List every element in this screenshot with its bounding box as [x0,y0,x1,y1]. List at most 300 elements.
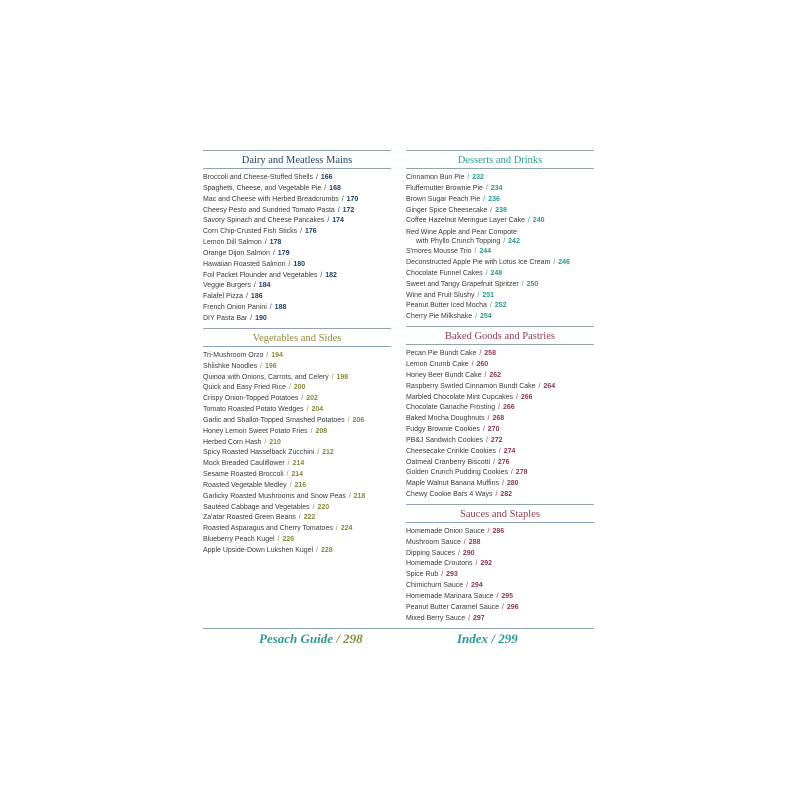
page-separator: / [481,195,488,203]
section-items [406,527,594,625]
recipe-name: Ginger Spice Cheesecake [406,206,488,214]
page-number: 216 [294,481,307,489]
page-separator: / [345,416,352,424]
page-number: 210 [269,438,281,446]
list-item[interactable] [203,173,391,184]
recipe-name: Fudgy Brownie Cookies [406,426,480,434]
page-number: 250 [526,280,539,288]
page-separator: / [501,238,508,246]
page-separator: / [483,269,490,277]
list-item[interactable] [406,382,594,393]
page-separator: / [496,404,502,412]
list-item[interactable] [406,447,594,458]
list-item[interactable] [406,228,594,246]
list-item[interactable] [203,383,391,394]
page-separator: / [485,527,492,535]
list-item[interactable] [406,425,594,436]
recipe-name: Hawaiian Roasted Salmon [203,260,286,268]
list-item[interactable] [406,301,594,312]
page-separator: / [258,362,264,370]
page-separator: / [488,206,495,214]
list-item[interactable] [203,292,391,303]
footer-page: 298 [343,631,363,646]
page-separator: / [314,174,320,181]
page-number: 288 [468,538,481,546]
recipe-name: Peanut Butter Iced Mocha [406,302,487,310]
list-item[interactable] [406,195,594,206]
recipe-name: Blueberry Peach Kugel [203,536,275,544]
list-item[interactable] [203,314,391,325]
section-items [406,173,594,323]
page-separator: / [304,406,311,414]
section-desserts [406,150,594,323]
recipe-name: Chocolate Funnel Cakes [406,269,483,277]
page-separator: / [314,547,320,554]
list-item[interactable] [203,271,391,282]
page-separator: / [480,426,487,434]
list-item[interactable] [406,216,594,227]
recipe-name: Cheesy Pesto and Sundried Tomato Pasta [203,206,335,214]
page-number: 270 [487,426,500,434]
recipe-name-continued: with Phyllo Crunch Topping [416,238,501,246]
recipe-name: Mock Breaded Cauliflower [203,460,285,468]
page-number: 214 [291,471,304,479]
list-item[interactable] [203,524,391,535]
section-items [203,173,391,325]
recipe-name: Red Wine Apple and Pear Compote [406,229,517,237]
page-number: 264 [543,382,556,390]
list-item[interactable] [406,436,594,447]
footer-page: 299 [498,631,518,646]
page-separator: / [270,249,277,257]
section-title: Desserts and Drinks [406,150,594,169]
list-item[interactable] [406,549,594,560]
list-item[interactable] [406,479,594,490]
recipe-name: Mac and Cheese with Herbed Breadcrumbs [203,195,339,203]
list-item[interactable] [406,458,594,469]
page-separator: / [536,382,543,390]
recipe-name: Sweet and Tangy Grapefruit Spritzer [406,280,519,288]
page-separator: / [472,248,479,256]
list-item[interactable] [203,281,391,292]
recipe-name: Savory Spinach and Cheese Pancakes [203,217,325,225]
page-number: 296 [506,603,519,611]
list-item[interactable] [203,260,391,271]
page-separator: / [267,304,274,312]
list-item[interactable] [406,269,594,280]
page-separator: / [286,260,293,268]
list-item[interactable] [406,559,594,570]
recipe-name: Spicy Roasted Hasselback Zucchini [203,449,315,457]
page-separator: / [494,593,501,600]
section-title: Vegetables and Sides [203,328,391,347]
page-separator: / [315,449,322,457]
list-item[interactable] [203,184,391,195]
page-separator: / [262,239,269,247]
list-item[interactable] [406,371,594,382]
recipe-name: Chimichurri Sauce [406,582,464,590]
recipe-name: Tri-Mushroom Orzo [203,351,264,359]
list-item[interactable] [406,349,594,360]
page-separator: / [286,384,293,392]
page-separator: / [551,259,558,267]
list-item[interactable] [406,360,594,371]
recipe-name: Veggie Burgers [203,282,251,290]
page-number: 204 [311,406,324,414]
page-separator: / [487,302,494,310]
recipe-name: Golden Crunch Pudding Cookies [406,469,508,477]
page-number: 260 [476,360,489,368]
list-item[interactable] [203,362,391,373]
page-separator: / [296,514,303,522]
recipe-name: Baked Mocha Doughnuts [406,415,485,423]
recipe-name: DIY Pasta Bar [203,314,248,322]
page-number: 232 [472,174,484,181]
page-number: 222 [303,514,316,522]
list-item[interactable] [203,535,391,546]
list-item[interactable] [203,249,391,260]
page-separator: / [475,291,482,299]
page-number: 251 [482,291,495,299]
page-number: 276 [497,458,510,466]
section-sauces [406,504,594,625]
page-separator: / [473,313,479,321]
list-item[interactable] [203,513,391,524]
list-item[interactable] [203,448,391,459]
page-separator: / [251,282,258,290]
recipe-name: Chewy Cookie Bars 4 Ways [406,491,493,499]
page-separator: / [483,184,490,192]
pesach-guide-link[interactable] [259,631,363,647]
page-number: 172 [342,206,355,214]
footer-separator: / [336,631,340,646]
page-separator: / [485,415,492,423]
recipe-name: Coffee Hazelnut Meringue Layer Cake [406,217,525,225]
recipe-name: Honey Lemon Sweet Potato Fries [203,427,308,435]
list-item[interactable] [203,373,391,384]
section-baked [406,326,594,501]
page-separator: / [484,436,490,444]
footer-label: Pesach Guide [259,631,334,646]
list-item[interactable] [406,527,594,538]
page-separator: / [339,195,346,203]
recipe-name: Honey Beer Bundt Cake [406,371,482,379]
page-number: 182 [325,271,337,279]
recipe-name: Shlishke Noodles [203,362,258,370]
recipe-name: Peanut Butter Caramel Sauce [406,603,499,611]
page-separator: / [325,217,332,225]
list-item[interactable] [203,438,391,449]
section-dairy [203,150,391,325]
recipe-name: Mixed Berry Sauce [406,614,466,622]
list-item[interactable] [406,393,594,404]
page-number: 295 [501,593,514,600]
page-number: 248 [490,269,503,277]
recipe-name: Orange Dijon Salmon [203,249,270,257]
recipe-name: Roasted Asparagus and Cherry Tomatoes [203,525,333,533]
list-item[interactable] [203,546,391,557]
page-separator: / [496,447,503,455]
page-separator: / [477,350,484,358]
page-number: 224 [340,525,353,533]
page-number: 252 [494,302,507,310]
list-item[interactable] [406,312,594,323]
page-separator: / [439,571,446,579]
list-item[interactable] [203,303,391,314]
page-separator: / [464,582,471,590]
page-number: 234 [490,184,503,192]
index-link[interactable] [457,631,518,647]
page-separator: / [508,469,515,477]
footer-label: Index [457,631,489,646]
page-number: 244 [479,248,492,256]
list-item[interactable] [406,206,594,217]
list-item[interactable] [406,538,594,549]
page-number: 254 [479,313,492,321]
page-separator: / [308,427,315,435]
list-item[interactable] [203,238,391,249]
recipe-name: Deconstructed Apple Pie with Lotus Ice Cream [406,259,551,267]
page-separator: / [493,491,500,499]
page-number: 297 [472,614,485,622]
page-number: 212 [322,449,334,457]
page-separator: / [287,481,294,489]
recipe-name: S'mores Mousse Trio [406,248,472,256]
recipe-name: Broccoli and Cheese-Stuffed Shells [203,174,313,181]
section-items [203,351,391,557]
recipe-name: Quick and Easy Fried Rice [203,384,286,392]
section-title: Baked Goods and Pastries [406,326,594,345]
page-number: 280 [506,480,519,488]
page-number: 282 [500,491,513,499]
page-separator: / [514,393,520,401]
recipe-name: Garlic and Shallot-Topped Smashed Potatoes [203,416,345,424]
page-number: 274 [503,447,516,455]
list-item[interactable] [203,394,391,405]
list-item[interactable] [406,592,594,603]
recipe-name: Homemade Marinara Sauce [406,593,494,600]
page-separator: / [318,271,325,279]
recipe-name: Maple Walnut Banana Muffins [406,480,499,488]
list-item[interactable] [203,481,391,492]
page-separator: / [298,228,304,236]
recipe-name-line2 [406,237,594,246]
list-item[interactable] [203,206,391,217]
page-separator: / [264,351,271,359]
list-item[interactable] [203,503,391,514]
page-separator: / [310,503,317,511]
recipe-name: Homemade Croutons [406,560,473,568]
list-item[interactable] [203,416,391,427]
page-separator: / [466,614,472,622]
page-number: 179 [277,249,290,257]
page-separator: / [333,525,340,533]
section-title: Dairy and Meatless Mains [203,150,391,169]
page-number: 202 [306,395,318,403]
recipe-name: Mushroom Sauce [406,538,461,546]
recipe-name: Sautéed Cabbage and Vegetables [203,503,310,511]
recipe-name: Herbed Corn Hash [203,438,262,446]
page-number: 220 [317,503,330,511]
page-number: 272 [490,436,503,444]
page-separator: / [285,460,292,468]
page-separator: / [500,603,506,611]
recipe-name: Sesame Roasted Broccoli [203,471,284,479]
list-item[interactable] [203,405,391,416]
page-number: 176 [304,228,317,236]
recipe-name: Garlicky Roasted Mushrooms and Snow Peas [203,492,346,500]
page-number: 236 [488,195,500,203]
page-number: 262 [489,371,502,379]
page-number: 166 [320,174,333,181]
list-item[interactable] [203,492,391,503]
page-number: 226 [282,536,295,544]
recipe-name: Tomato Roasted Potato Wedges [203,406,304,414]
page-number: 292 [480,560,493,568]
page-number: 186 [250,293,263,301]
page-number: 240 [532,217,545,225]
page-number: 290 [462,549,475,557]
list-item[interactable] [406,614,594,625]
recipe-name: Cherry Pie Milkshake [406,313,473,321]
page-number: 246 [558,259,570,267]
page-separator: / [482,371,489,379]
recipe-name: Corn Chip-Crusted Fish Sticks [203,228,298,236]
page-separator: / [248,314,255,322]
list-item[interactable] [203,470,391,481]
recipe-name: French Onion Panini [203,304,267,312]
page-number: 258 [484,350,496,358]
page-number: 266 [502,404,515,412]
recipe-name: Cheesecake Crinkle Cookies [406,447,496,455]
list-item[interactable] [203,351,391,362]
page-number: 266 [520,393,533,401]
page-number: 206 [352,416,365,424]
recipe-name: Apple Upside-Down Lukshen Kugel [203,547,314,554]
recipe-name: Marbled Chocolate Mint Cupcakes [406,393,513,401]
section-title: Sauces and Staples [406,504,594,523]
page-separator: / [519,280,526,288]
section-vegetables [203,328,391,557]
page-separator: / [346,492,353,500]
page-number: 218 [353,492,366,500]
list-item[interactable] [406,414,594,425]
footer-separator: / [491,631,495,646]
page-number: 200 [293,384,306,392]
list-item[interactable] [406,403,594,414]
recipe-name: Spaghetti, Cheese, and Vegetable Pie [203,184,322,192]
page-separator: / [284,471,291,479]
recipe-name: Quinoa with Onions, Carrots, and Celery [203,373,329,381]
list-item[interactable] [203,227,391,238]
page-number: 188 [274,304,287,312]
page-separator: / [500,480,506,488]
list-item[interactable] [406,570,594,581]
recipe-name: Crispy Onion-Topped Potatoes [203,395,299,403]
page-separator: / [456,549,462,557]
page-number: 198 [336,373,349,381]
list-item[interactable] [406,468,594,479]
page-separator: / [335,206,342,214]
page-separator: / [473,560,480,568]
list-item[interactable] [406,258,594,269]
list-item[interactable] [406,247,594,258]
list-item[interactable] [406,184,594,195]
page-separator: / [461,538,468,546]
list-item[interactable] [406,280,594,291]
list-item[interactable] [203,195,391,206]
list-item[interactable] [406,173,594,184]
footer [203,628,594,651]
recipe-name: Brown Sugar Peach Pie [406,195,481,203]
list-item[interactable] [406,603,594,614]
recipe-name: Cinnamon Bun Pie [406,174,465,181]
page-separator: / [262,438,269,446]
page-number: 268 [492,415,505,423]
recipe-name: Fluffernutter Brownie Pie [406,184,483,192]
recipe-name: Lemon Dill Salmon [203,239,262,247]
section-items [406,349,594,501]
recipe-name: Za'atar Roasted Green Beans [203,514,296,522]
list-item[interactable] [203,427,391,438]
right-column [406,150,594,625]
recipe-name: Homemade Onion Sauce [406,527,485,535]
page-number: 278 [515,469,528,477]
recipe-name: Falafel Pizza [203,293,244,301]
list-item[interactable] [406,581,594,592]
left-column [203,150,391,557]
page-number: 208 [315,427,328,435]
recipe-name: Spice Rub [406,571,439,579]
recipe-name: Wine and Fruit Slushy [406,291,475,299]
recipe-name: Pecan Pie Bundt Cake [406,350,477,358]
page-number: 238 [495,206,507,214]
page-number: 286 [492,527,505,535]
recipe-name: Chocolate Ganache Frosting [406,404,496,412]
page-number: 180 [293,260,306,268]
recipe-name: Oatmeal Cranberry Biscotti [406,458,491,466]
recipe-name: PB&J Sandwich Cookies [406,436,484,444]
list-item[interactable] [406,490,594,501]
recipe-name: Lemon Crumb Cake [406,360,469,368]
recipe-name: Roasted Vegetable Medley [203,481,287,489]
page-separator: / [491,458,497,466]
page-separator: / [525,217,532,225]
list-item[interactable] [203,216,391,227]
page-separator: / [244,293,250,301]
page-number: 242 [508,238,520,246]
page-number: 184 [258,282,271,290]
page-number: 196 [264,362,277,370]
list-item[interactable] [203,459,391,470]
page-separator: / [322,184,329,192]
page-number: 214 [292,460,305,468]
page-number: 228 [320,547,333,554]
page-separator: / [299,395,306,403]
page-number: 168 [329,184,341,192]
page-number: 194 [271,351,283,359]
page-number: 174 [332,217,344,225]
list-item[interactable] [406,291,594,302]
recipe-name: Dipping Sauces [406,549,456,557]
page-number: 293 [446,571,458,579]
page-separator: / [275,536,282,544]
recipe-name: Raspberry Swirled Cinnamon Bundt Cake [406,382,536,390]
page-number: 178 [269,239,282,247]
page-separator: / [469,360,476,368]
page-number: 170 [346,195,359,203]
page-separator: / [465,174,472,181]
